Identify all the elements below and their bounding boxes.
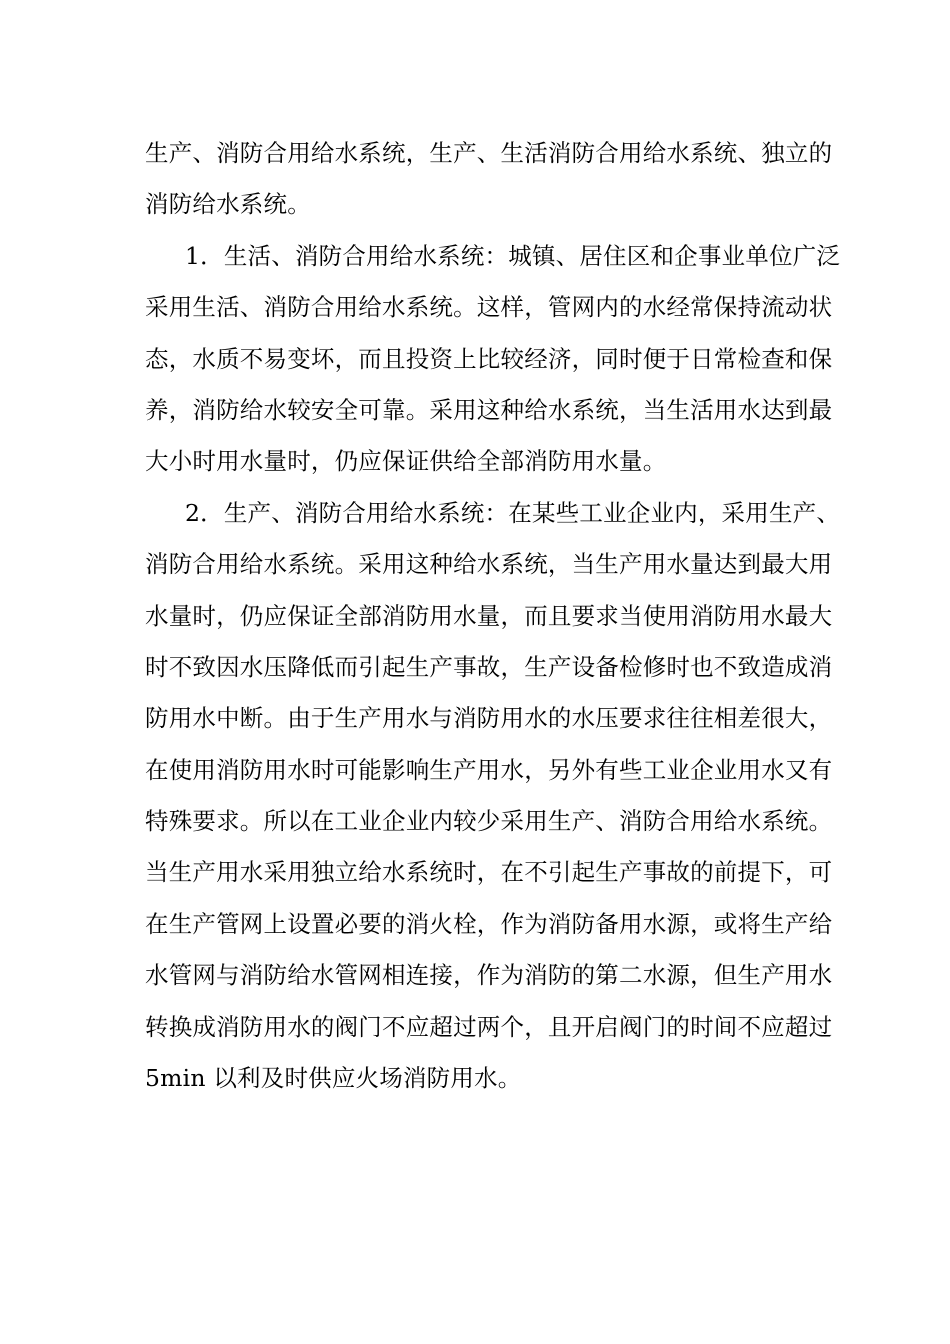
text-line: 生产、消防合用给水系统，生产、生活消防合用给水系统、独立的 [145,139,833,167]
paragraph-2-start: 2．生产、消防合用给水系统：在某些工业企业内，采用生产、 [185,498,841,527]
text-line: 态，水质不易变坏，而且投资上比较经济，同时便于日常检查和保 [145,344,833,373]
text-line: 养，消防给水较安全可靠。采用这种给水系统，当生活用水达到最 [145,395,833,424]
text-line: 大小时用水量时，仍应保证供给全部消防用水量。 [145,447,667,476]
text-line: 当生产用水采用独立给水系统时，在不引起生产事故的前提下，可 [145,858,833,887]
text-line: 防用水中断。由于生产用水与消防用水的水压要求往往相差很大， [145,704,833,733]
text-line: 时不致因水压降低而引起生产事故，生产设备检修时也不致造成消 [145,652,833,681]
text-line: 转换成消防用水的阀门不应超过两个，且开启阀门的时间不应超过 [145,1012,833,1041]
text-line: 5min 以利及时供应火场消防用水。 [145,1064,522,1093]
text-line: 采用生活、消防合用给水系统。这样，管网内的水经常保持流动状 [145,293,833,322]
text-line: 在生产管网上设置必要的消火栓，作为消防备用水源，或将生产给 [145,909,833,938]
paragraph-1-start: 1．生活、消防合用给水系统：城镇、居住区和企事业单位广泛 [185,241,841,270]
text-line: 水管网与消防给水管网相连接，作为消防的第二水源，但生产用水 [145,961,833,990]
text-line: 在使用消防用水时可能影响生产用水，另外有些工业企业用水又有 [145,755,833,784]
body-text [145,128,841,1104]
text-line: 特殊要求。所以在工业企业内较少采用生产、消防合用给水系统。 [145,807,833,836]
text-line: 水量时，仍应保证全部消防用水量，而且要求当使用消防用水最大 [145,601,833,630]
text-line: 消防给水系统。 [145,190,311,219]
text-line: 消防合用给水系统。采用这种给水系统，当生产用水量达到最大用 [145,550,833,579]
